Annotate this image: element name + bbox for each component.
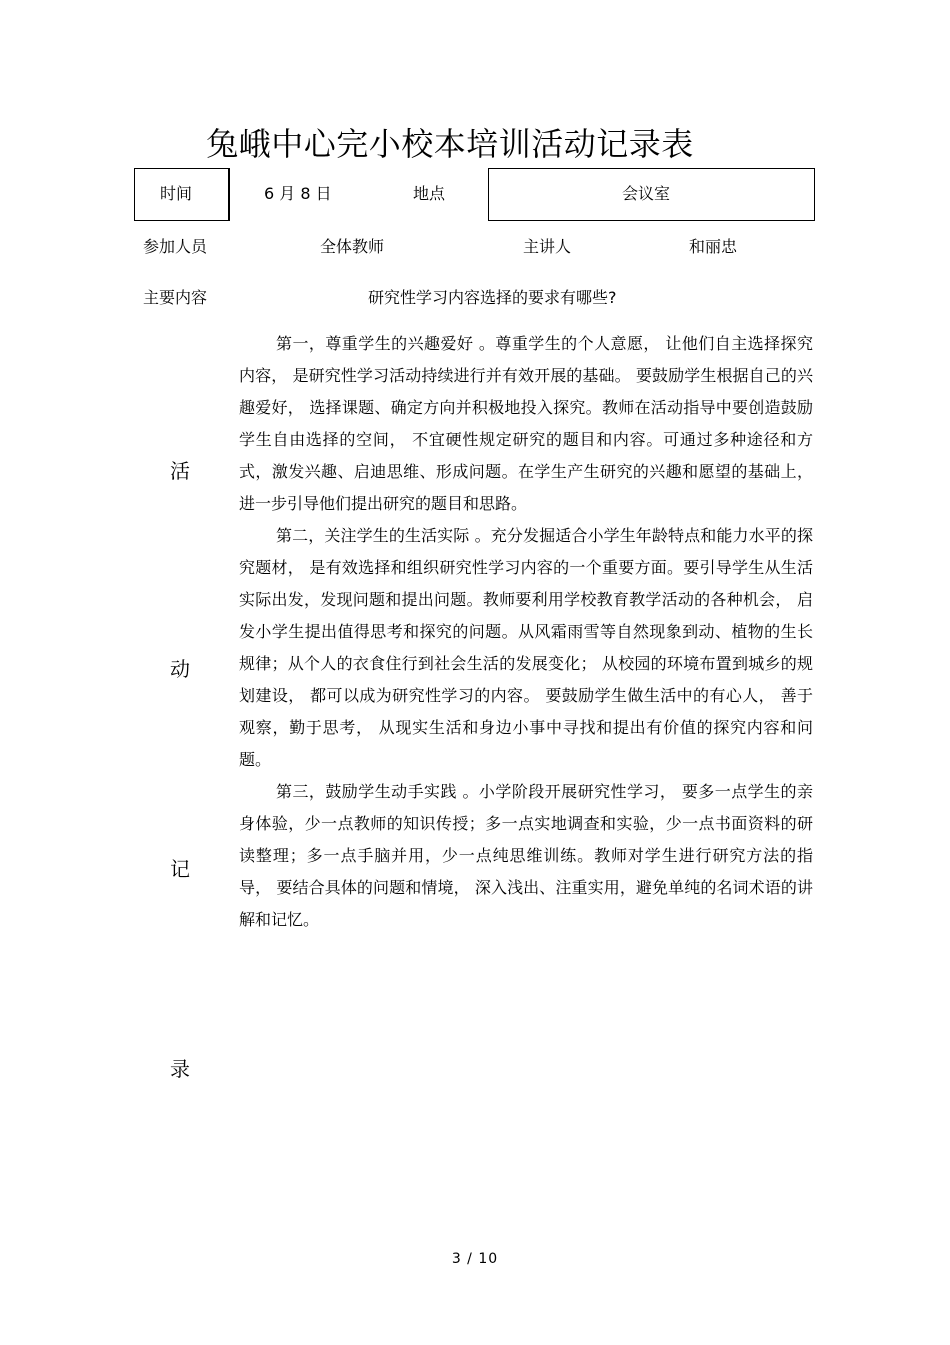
record-label-char-1: 活: [170, 459, 190, 483]
topic-label: 主要内容: [143, 288, 208, 307]
paragraph-practice: 第三，鼓励学生动手实践 。小学阶段开展研究性学习， 要多一点学生的亲身体验，少一点教师的知识传授；多一点实地调查和实验，少一点书面资料的研读整理；多一点手脑并用，少一点纯思维训练。教师对学生进行研究方法的指导， 要结合具体的问题和情境， 深入浅出、注重实用，避免单纯的名词术语的讲解和记忆。: [239, 782, 813, 929]
paragraph-life: 第二，关注学生的生活实际 。充分发掘适合小学生年龄特点和能力水平的探究题材， 是有效选择和组织研究性学习内容的一个重要方面。要引导学生从生活实际出发，发现问题和提出问题。教师要利用学校教育教学活动的各种机会， 启发小学生提出值得思考和探究的问题。从风霜雨雪等自然现象到动、植物的生长规律；从个人的衣食住行到社会生活的发展变化； 从校园的环境布置到城乡的规划建设， 都可以成为研究性学习的内容。 要鼓励学生做生活中的有心人， 善于观察，勤于思考， 从现实生活和身边小事中寻找和提出有价值的探究内容和问题。: [239, 526, 813, 769]
speaker-value: 和丽忠: [689, 237, 738, 256]
record-label-char-4: 录: [170, 1057, 190, 1081]
record-label-char-2: 动: [170, 657, 190, 681]
activity-record-content: [239, 328, 813, 936]
time-value: 6 月 8 日: [264, 184, 332, 203]
speaker-label: 主讲人: [523, 237, 572, 256]
venue-value: 会议室: [622, 184, 671, 203]
venue-label: 地点: [413, 184, 446, 203]
paragraph-interest: 第一，尊重学生的兴趣爱好 。尊重学生的个人意愿， 让他们自主选择探究内容， 是研究性学习活动持续进行并有效开展的基础。 要鼓励学生根据自己的兴趣爱好， 选择课题、确定方向并积极地投入探究。教师在活动指导中要创造鼓励学生自由选择的空间， 不宜硬性规定研究的题目和内容。可通过多种途径和方式，激发兴趣、启迪思维、形成问题。在学生产生研究的兴趣和愿望的基础上， 进一步引导他们提出研究的题目和思路。: [239, 334, 813, 513]
page-number: 3 / 10: [451, 1251, 499, 1267]
time-label: 时间: [160, 184, 193, 203]
page-title: 兔峨中心完小校本培训活动记录表: [206, 125, 694, 163]
record-label-char-3: 记: [170, 857, 190, 881]
participants-value: 全体教师: [320, 237, 385, 256]
topic-value: 研究性学习内容选择的要求有哪些?: [368, 288, 617, 307]
participants-label: 参加人员: [143, 237, 208, 256]
